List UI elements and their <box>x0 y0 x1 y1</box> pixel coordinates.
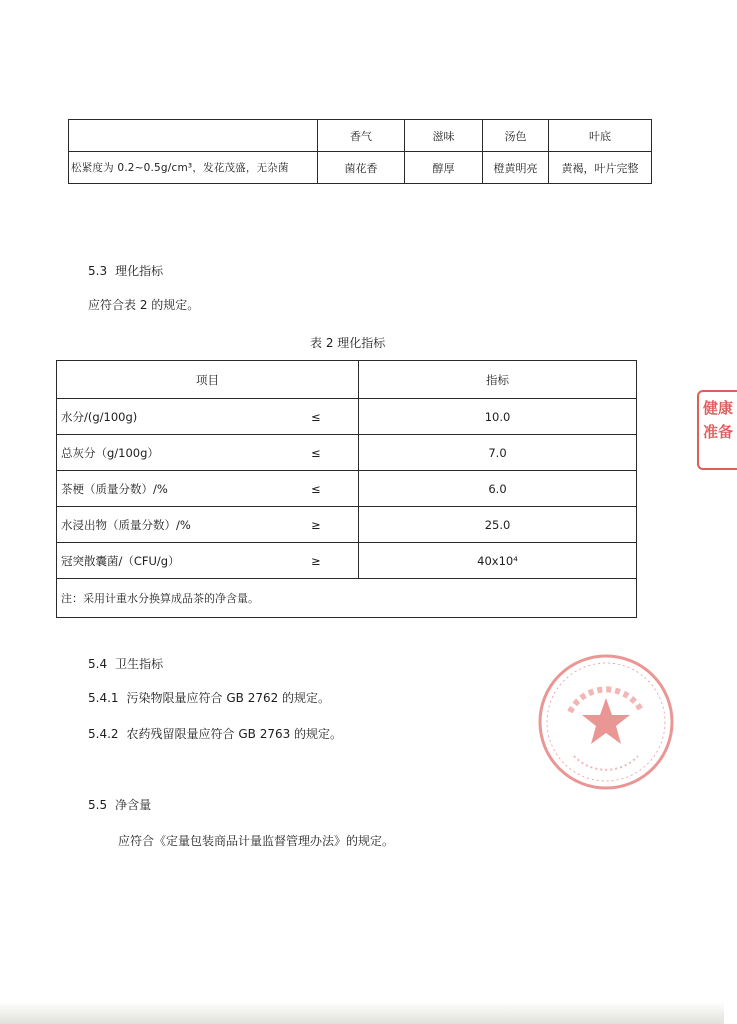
table2 <box>56 360 637 618</box>
sensory-value-leaf: 黄褐，叶片完整 <box>549 152 652 184</box>
row-operator: ≤ <box>311 445 321 460</box>
row-value: 40x10⁴ <box>359 543 637 579</box>
clause-text: 农药残留限量应符合 GB 2763 的规定。 <box>126 727 343 741</box>
table-row <box>57 507 637 543</box>
company-seal-icon <box>536 652 676 792</box>
clause-text: 污染物限量应符合 GB 2762 的规定。 <box>126 691 331 705</box>
sensory-value-taste: 醇厚 <box>405 152 483 184</box>
table2-caption: 表 2 理化指标 <box>310 336 386 350</box>
clause-number: 5.4.2 <box>88 727 119 741</box>
row-operator: ≥ <box>311 517 321 532</box>
table-row <box>57 471 637 507</box>
sensory-header-row <box>69 120 652 152</box>
table-row <box>57 543 637 579</box>
seal-fragment-line: 准备 <box>703 423 734 441</box>
section-title: 卫生指标 <box>115 657 164 671</box>
section-number: 5.5 <box>88 798 108 812</box>
section-title: 净含量 <box>115 798 152 812</box>
section-5-5-text: 应符合《定量包装商品计量监督管理办法》的规定。 <box>118 834 395 848</box>
section-5-4-1 <box>88 689 330 706</box>
section-5-5-heading <box>88 796 151 813</box>
table-row <box>57 435 637 471</box>
section-title: 理化指标 <box>115 264 164 278</box>
section-5-4-heading <box>88 655 163 672</box>
clause-number: 5.4.1 <box>88 691 119 705</box>
sensory-header-blank <box>69 120 318 152</box>
table-row <box>57 399 637 435</box>
scan-edge <box>0 1002 724 1024</box>
row-value: 10.0 <box>359 399 637 435</box>
table2-header-row <box>57 361 637 399</box>
row-value: 6.0 <box>359 471 637 507</box>
table2-note-row <box>57 579 637 618</box>
row-operator: ≤ <box>311 409 321 424</box>
sensory-header-liquor: 汤色 <box>483 120 549 152</box>
sensory-value-row <box>69 152 652 184</box>
row-operator: ≥ <box>311 553 321 568</box>
section-number: 5.3 <box>88 264 108 278</box>
sensory-value-aroma: 菌花香 <box>318 152 405 184</box>
table2-header-item: 项目 <box>57 361 359 399</box>
sensory-table <box>68 119 652 184</box>
row-value: 25.0 <box>359 507 637 543</box>
row-value: 7.0 <box>359 435 637 471</box>
sensory-value-liquor: 橙黄明亮 <box>483 152 549 184</box>
section-5-3-text: 应符合表 2 的规定。 <box>88 298 200 312</box>
sensory-header-aroma: 香气 <box>318 120 405 152</box>
row-item: 茶梗（质量分数）/% <box>61 481 168 496</box>
row-item: 冠突散囊菌/（CFU/g） <box>61 553 180 568</box>
row-operator: ≤ <box>311 481 321 496</box>
edge-seal-fragment <box>697 390 737 470</box>
section-5-3-heading <box>88 262 163 279</box>
row-item: 总灰分（g/100g） <box>61 445 159 460</box>
seal-fragment-line: 健康 <box>703 399 734 417</box>
section-number: 5.4 <box>88 657 108 671</box>
table2-note: 注：采用计重水分换算成品茶的净含量。 <box>57 579 637 618</box>
row-item: 水分/(g/100g) <box>61 409 138 424</box>
sensory-description: 松紧度为 0.2~0.5g/cm³，发花茂盛，无杂菌 <box>69 152 318 184</box>
table2-header-value: 指标 <box>359 361 637 399</box>
sensory-header-taste: 滋味 <box>405 120 483 152</box>
section-5-4-2 <box>88 725 342 742</box>
sensory-header-leaf: 叶底 <box>549 120 652 152</box>
row-item: 水浸出物（质量分数）/% <box>61 517 191 532</box>
